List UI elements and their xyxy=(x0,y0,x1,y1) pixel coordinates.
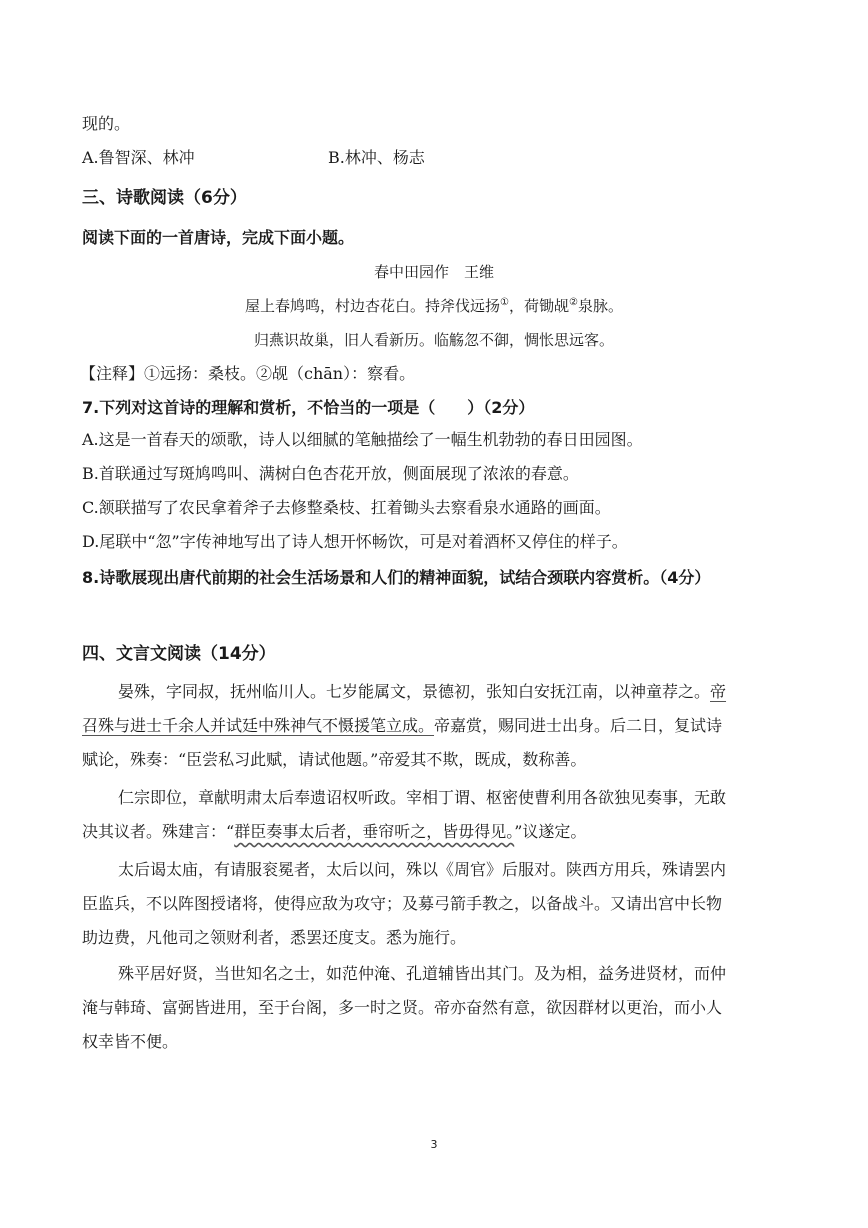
section-heading-poetry: 三、诗歌阅读（6分） xyxy=(82,188,247,208)
poem-line-2: 归燕识故巢，旧人看新历。临觞忽不御，惆怅思远客。 xyxy=(253,331,614,349)
passage-p2-line-2 xyxy=(82,820,586,844)
passage-p2-line-2-text-a: 决其议者。殊建言：“ xyxy=(82,822,235,841)
section-heading-classical: 四、文言文阅读（14分） xyxy=(82,644,276,664)
question-7-option-a: A.这是一首春天的颂歌，诗人以细腻的笔触描绘了一幅生机勃勃的春日田园图。 xyxy=(82,430,643,449)
passage-p3-line-2: 臣监兵，不以阵图授诸将，使得应敌为攻守；及募弓箭手教之，以备战斗。又请出宫中长物 xyxy=(82,894,723,913)
passage-p2-line-1: 仁宗即位，章献明肃太后奉遗诏权听政。宰相丁谓、枢密使曹利用各欲独见奏事，无敢 xyxy=(118,788,727,807)
poem-annotation: 【注释】①远扬：桑枝。②觇（chān）：察看。 xyxy=(80,364,416,383)
underlined-sentence-start: 帝 xyxy=(710,682,727,701)
poem-line-1-part-b: ，荷锄觇 xyxy=(508,297,569,315)
passage-p3-line-3: 助边费，凡他司之领财利者，悉罢还度支。悉为施行。 xyxy=(82,928,467,947)
question-8: 8.诗歌展现出唐代前期的社会生活场景和人们的精神面貌，试结合颈联内容赏析。（4分） xyxy=(82,568,711,587)
option-b: B.林冲、杨志 xyxy=(328,148,425,167)
passage-p1-line-3: 赋论，殊奏：“臣尝私习此赋，请试他题。”帝爱其不欺，既成，数称善。 xyxy=(82,750,587,769)
underlined-sentence: 召殊与进士千余人并试廷中殊神气不慑援笔立成。 xyxy=(82,716,435,735)
passage-p1-line-2-text: 帝嘉赏，赐同进士出身。后二日，复试诗 xyxy=(434,716,723,735)
poem-title: 春中田园作 王维 xyxy=(373,263,494,281)
passage-p4-line-3: 权幸皆不便。 xyxy=(82,1032,179,1051)
question-7-option-d: D.尾联中“忽”字传神地写出了诗人想开怀畅饮，可是对着酒杯又停住的样子。 xyxy=(82,532,628,551)
question-7: 7.下列对这首诗的理解和赏析，不恰当的一项是（ ）（2分） xyxy=(82,398,535,417)
poem-line-1 xyxy=(0,294,868,318)
page-number: 3 xyxy=(430,1138,438,1151)
poem-note-marker-1: ① xyxy=(500,297,509,308)
option-a: A.鲁智深、林冲 xyxy=(82,148,195,167)
poem-line-1-part-c: 泉脉。 xyxy=(577,297,623,315)
poem-note-marker-2: ② xyxy=(569,297,578,308)
passage-p1-line-1-text: 晏殊，字同叔，抚州临川人。七岁能属文，景德初，张知白安抚江南，以神童荐之。 xyxy=(118,682,711,701)
question-7-option-c: C.颔联描写了农民拿着斧子去修整桑枝、扛着锄头去察看泉水通路的画面。 xyxy=(82,498,611,517)
passage-p2-line-2-text-b: ”议遂定。 xyxy=(514,822,587,841)
question-7-option-b: B.首联通过写斑鸠鸣叫、满树白色杏花开放，侧面展现了浓浓的春意。 xyxy=(82,464,579,483)
poem-line-1-part-a: 屋上春鸠鸣，村边杏花白。持斧伐远扬 xyxy=(245,297,501,315)
passage-p1-line-1 xyxy=(118,680,726,704)
passage-p1-line-2 xyxy=(82,714,722,738)
passage-p4-line-2: 淹与韩琦、富弼皆进用，至于台阁，多一时之贤。帝亦奋然有意，欲因群材以更治，而小人 xyxy=(82,998,723,1017)
continued-text: 现的。 xyxy=(82,114,131,133)
options-row xyxy=(82,146,482,170)
passage-p3-line-1: 太后谒太庙，有请服衮冕者，太后以问，殊以《周官》后服对。陕西方用兵，殊请罢内 xyxy=(118,860,727,879)
passage-p4-line-1: 殊平居好贤，当世知名之士，如范仲淹、孔道辅皆出其门。及为相，益务进贤材，而仲 xyxy=(118,964,727,983)
poetry-instruction: 阅读下面的一首唐诗，完成下面小题。 xyxy=(82,228,355,247)
wavy-underlined-sentence: 群臣奏事太后者，垂帘听之，皆毋得见。 xyxy=(234,822,515,841)
